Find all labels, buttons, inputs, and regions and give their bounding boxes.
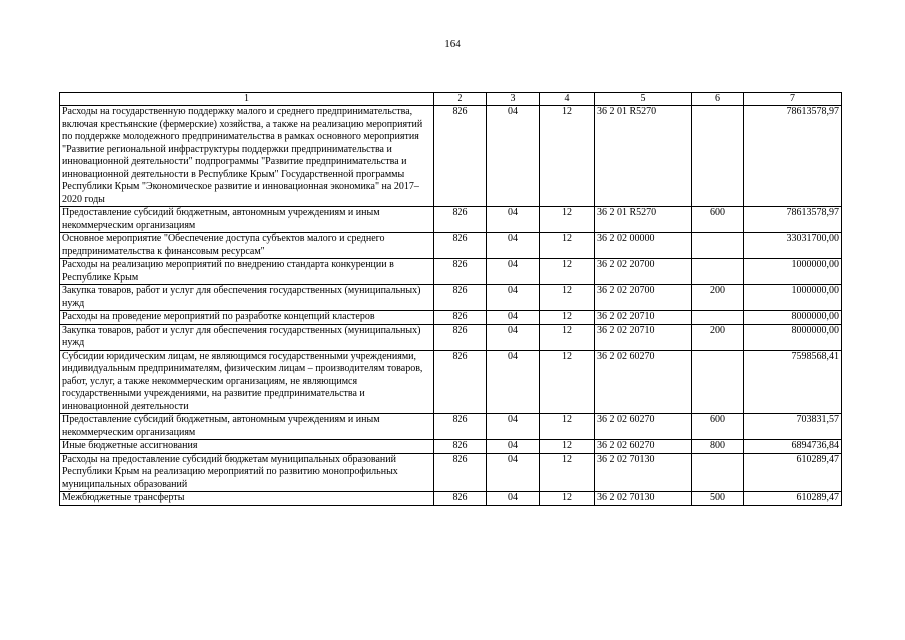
cell-amount: 1000000,00 xyxy=(744,285,842,311)
cell-subsection: 12 xyxy=(540,324,595,350)
cell-subsection: 12 xyxy=(540,233,595,259)
table-body xyxy=(60,106,842,506)
cell-name: Расходы на предоставление субсидий бюджетам муниципальных образований Республики Крым на реализацию мероприятий по развитию монопрофильных муниципальных образований xyxy=(60,453,434,492)
cell-admin-code: 826 xyxy=(434,324,487,350)
cell-subsection: 12 xyxy=(540,453,595,492)
cell-amount: 8000000,00 xyxy=(744,324,842,350)
cell-section: 04 xyxy=(487,233,540,259)
header-col-5: 5 xyxy=(595,93,692,106)
cell-target-article: 36 2 02 60270 xyxy=(595,350,692,414)
cell-name: Закупка товаров, работ и услуг для обеспечения государственных (муниципальных) нужд xyxy=(60,285,434,311)
cell-admin-code: 826 xyxy=(434,207,487,233)
cell-name: Расходы на реализацию мероприятий по внедрению стандарта конкуренции в Республике Крым xyxy=(60,259,434,285)
cell-expense-type: 600 xyxy=(692,207,744,233)
table-row xyxy=(60,324,842,350)
cell-expense-type xyxy=(692,233,744,259)
table-row xyxy=(60,259,842,285)
cell-admin-code: 826 xyxy=(434,350,487,414)
cell-subsection: 12 xyxy=(540,285,595,311)
cell-admin-code: 826 xyxy=(434,453,487,492)
cell-name: Субсидии юридическим лицам, не являющимся государственными учреждениями, индивидуальным предпринимателям, физическим лицам – производителям товаров, работ, услуг, а также некоммерческим организациям, не являющимся государственными учреждениями, на развитие предпринимательства и инновационной деятельности xyxy=(60,350,434,414)
cell-target-article: 36 2 02 70130 xyxy=(595,453,692,492)
cell-target-article: 36 2 02 20710 xyxy=(595,324,692,350)
cell-admin-code: 826 xyxy=(434,233,487,259)
table-row xyxy=(60,285,842,311)
header-col-6: 6 xyxy=(692,93,744,106)
cell-expense-type xyxy=(692,453,744,492)
cell-admin-code: 826 xyxy=(434,492,487,506)
cell-amount: 610289,47 xyxy=(744,492,842,506)
cell-amount: 1000000,00 xyxy=(744,259,842,285)
cell-name: Иные бюджетные ассигнования xyxy=(60,440,434,454)
table-row xyxy=(60,453,842,492)
cell-expense-type xyxy=(692,350,744,414)
cell-section: 04 xyxy=(487,259,540,285)
cell-subsection: 12 xyxy=(540,414,595,440)
table-row xyxy=(60,350,842,414)
cell-name: Расходы на государственную поддержку малого и среднего предпринимательства, включая крестьянские (фермерские) хозяйства, а также на реализацию мероприятий по поддержке молодежного предпринимательства в рамках основного мероприятия "Развитие региональной инфраструктуры поддержки предпринимательства и инновационной деятельности" подпрограммы "Развитие предпринимательства и инновационной деятельности в Республике Крым" Государственной программы Республики Крым "Экономическое развитие и инновационная экономика" на 2017–2020 годы xyxy=(60,106,434,207)
cell-expense-type: 200 xyxy=(692,285,744,311)
cell-expense-type xyxy=(692,311,744,325)
table-row xyxy=(60,207,842,233)
header-col-7: 7 xyxy=(744,93,842,106)
cell-target-article: 36 2 02 70130 xyxy=(595,492,692,506)
page-number: 164 xyxy=(444,38,461,50)
cell-subsection: 12 xyxy=(540,207,595,233)
cell-target-article: 36 2 02 60270 xyxy=(595,440,692,454)
cell-expense-type: 600 xyxy=(692,414,744,440)
cell-amount: 8000000,00 xyxy=(744,311,842,325)
cell-target-article: 36 2 01 R5270 xyxy=(595,106,692,207)
cell-admin-code: 826 xyxy=(434,285,487,311)
cell-target-article: 36 2 02 20710 xyxy=(595,311,692,325)
header-row xyxy=(60,93,842,106)
cell-amount: 703831,57 xyxy=(744,414,842,440)
cell-target-article: 36 2 01 R5270 xyxy=(595,207,692,233)
cell-section: 04 xyxy=(487,414,540,440)
cell-admin-code: 826 xyxy=(434,414,487,440)
cell-expense-type: 200 xyxy=(692,324,744,350)
cell-admin-code: 826 xyxy=(434,259,487,285)
cell-target-article: 36 2 02 00000 xyxy=(595,233,692,259)
cell-section: 04 xyxy=(487,311,540,325)
cell-section: 04 xyxy=(487,285,540,311)
cell-section: 04 xyxy=(487,492,540,506)
cell-target-article: 36 2 02 60270 xyxy=(595,414,692,440)
table-row xyxy=(60,492,842,506)
cell-name: Закупка товаров, работ и услуг для обеспечения государственных (муниципальных) нужд xyxy=(60,324,434,350)
cell-subsection: 12 xyxy=(540,259,595,285)
header-col-4: 4 xyxy=(540,93,595,106)
cell-target-article: 36 2 02 20700 xyxy=(595,259,692,285)
header-col-2: 2 xyxy=(434,93,487,106)
header-col-1: 1 xyxy=(60,93,434,106)
cell-name: Предоставление субсидий бюджетным, автономным учреждениям и иным некоммерческим организациям xyxy=(60,414,434,440)
cell-subsection: 12 xyxy=(540,350,595,414)
cell-amount: 78613578,97 xyxy=(744,106,842,207)
cell-subsection: 12 xyxy=(540,492,595,506)
table-row xyxy=(60,106,842,207)
cell-amount: 610289,47 xyxy=(744,453,842,492)
cell-section: 04 xyxy=(487,440,540,454)
cell-section: 04 xyxy=(487,207,540,233)
cell-expense-type: 800 xyxy=(692,440,744,454)
cell-expense-type xyxy=(692,259,744,285)
cell-name: Основное мероприятие "Обеспечение доступа субъектов малого и среднего предпринимательства к финансовым ресурсам" xyxy=(60,233,434,259)
table-row xyxy=(60,414,842,440)
cell-subsection: 12 xyxy=(540,440,595,454)
budget-table xyxy=(59,92,842,506)
table-row xyxy=(60,311,842,325)
cell-amount: 78613578,97 xyxy=(744,207,842,233)
cell-name: Расходы на проведение мероприятий по разработке концепций кластеров xyxy=(60,311,434,325)
cell-section: 04 xyxy=(487,324,540,350)
cell-expense-type: 500 xyxy=(692,492,744,506)
table-row xyxy=(60,440,842,454)
cell-section: 04 xyxy=(487,453,540,492)
cell-subsection: 12 xyxy=(540,106,595,207)
cell-admin-code: 826 xyxy=(434,440,487,454)
cell-section: 04 xyxy=(487,106,540,207)
cell-target-article: 36 2 02 20700 xyxy=(595,285,692,311)
cell-expense-type xyxy=(692,106,744,207)
cell-section: 04 xyxy=(487,350,540,414)
cell-name: Межбюджетные трансферты xyxy=(60,492,434,506)
header-col-3: 3 xyxy=(487,93,540,106)
cell-admin-code: 826 xyxy=(434,106,487,207)
cell-name: Предоставление субсидий бюджетным, автономным учреждениям и иным некоммерческим организациям xyxy=(60,207,434,233)
table-row xyxy=(60,233,842,259)
cell-subsection: 12 xyxy=(540,311,595,325)
cell-amount: 33031700,00 xyxy=(744,233,842,259)
cell-admin-code: 826 xyxy=(434,311,487,325)
cell-amount: 6894736,84 xyxy=(744,440,842,454)
cell-amount: 7598568,41 xyxy=(744,350,842,414)
